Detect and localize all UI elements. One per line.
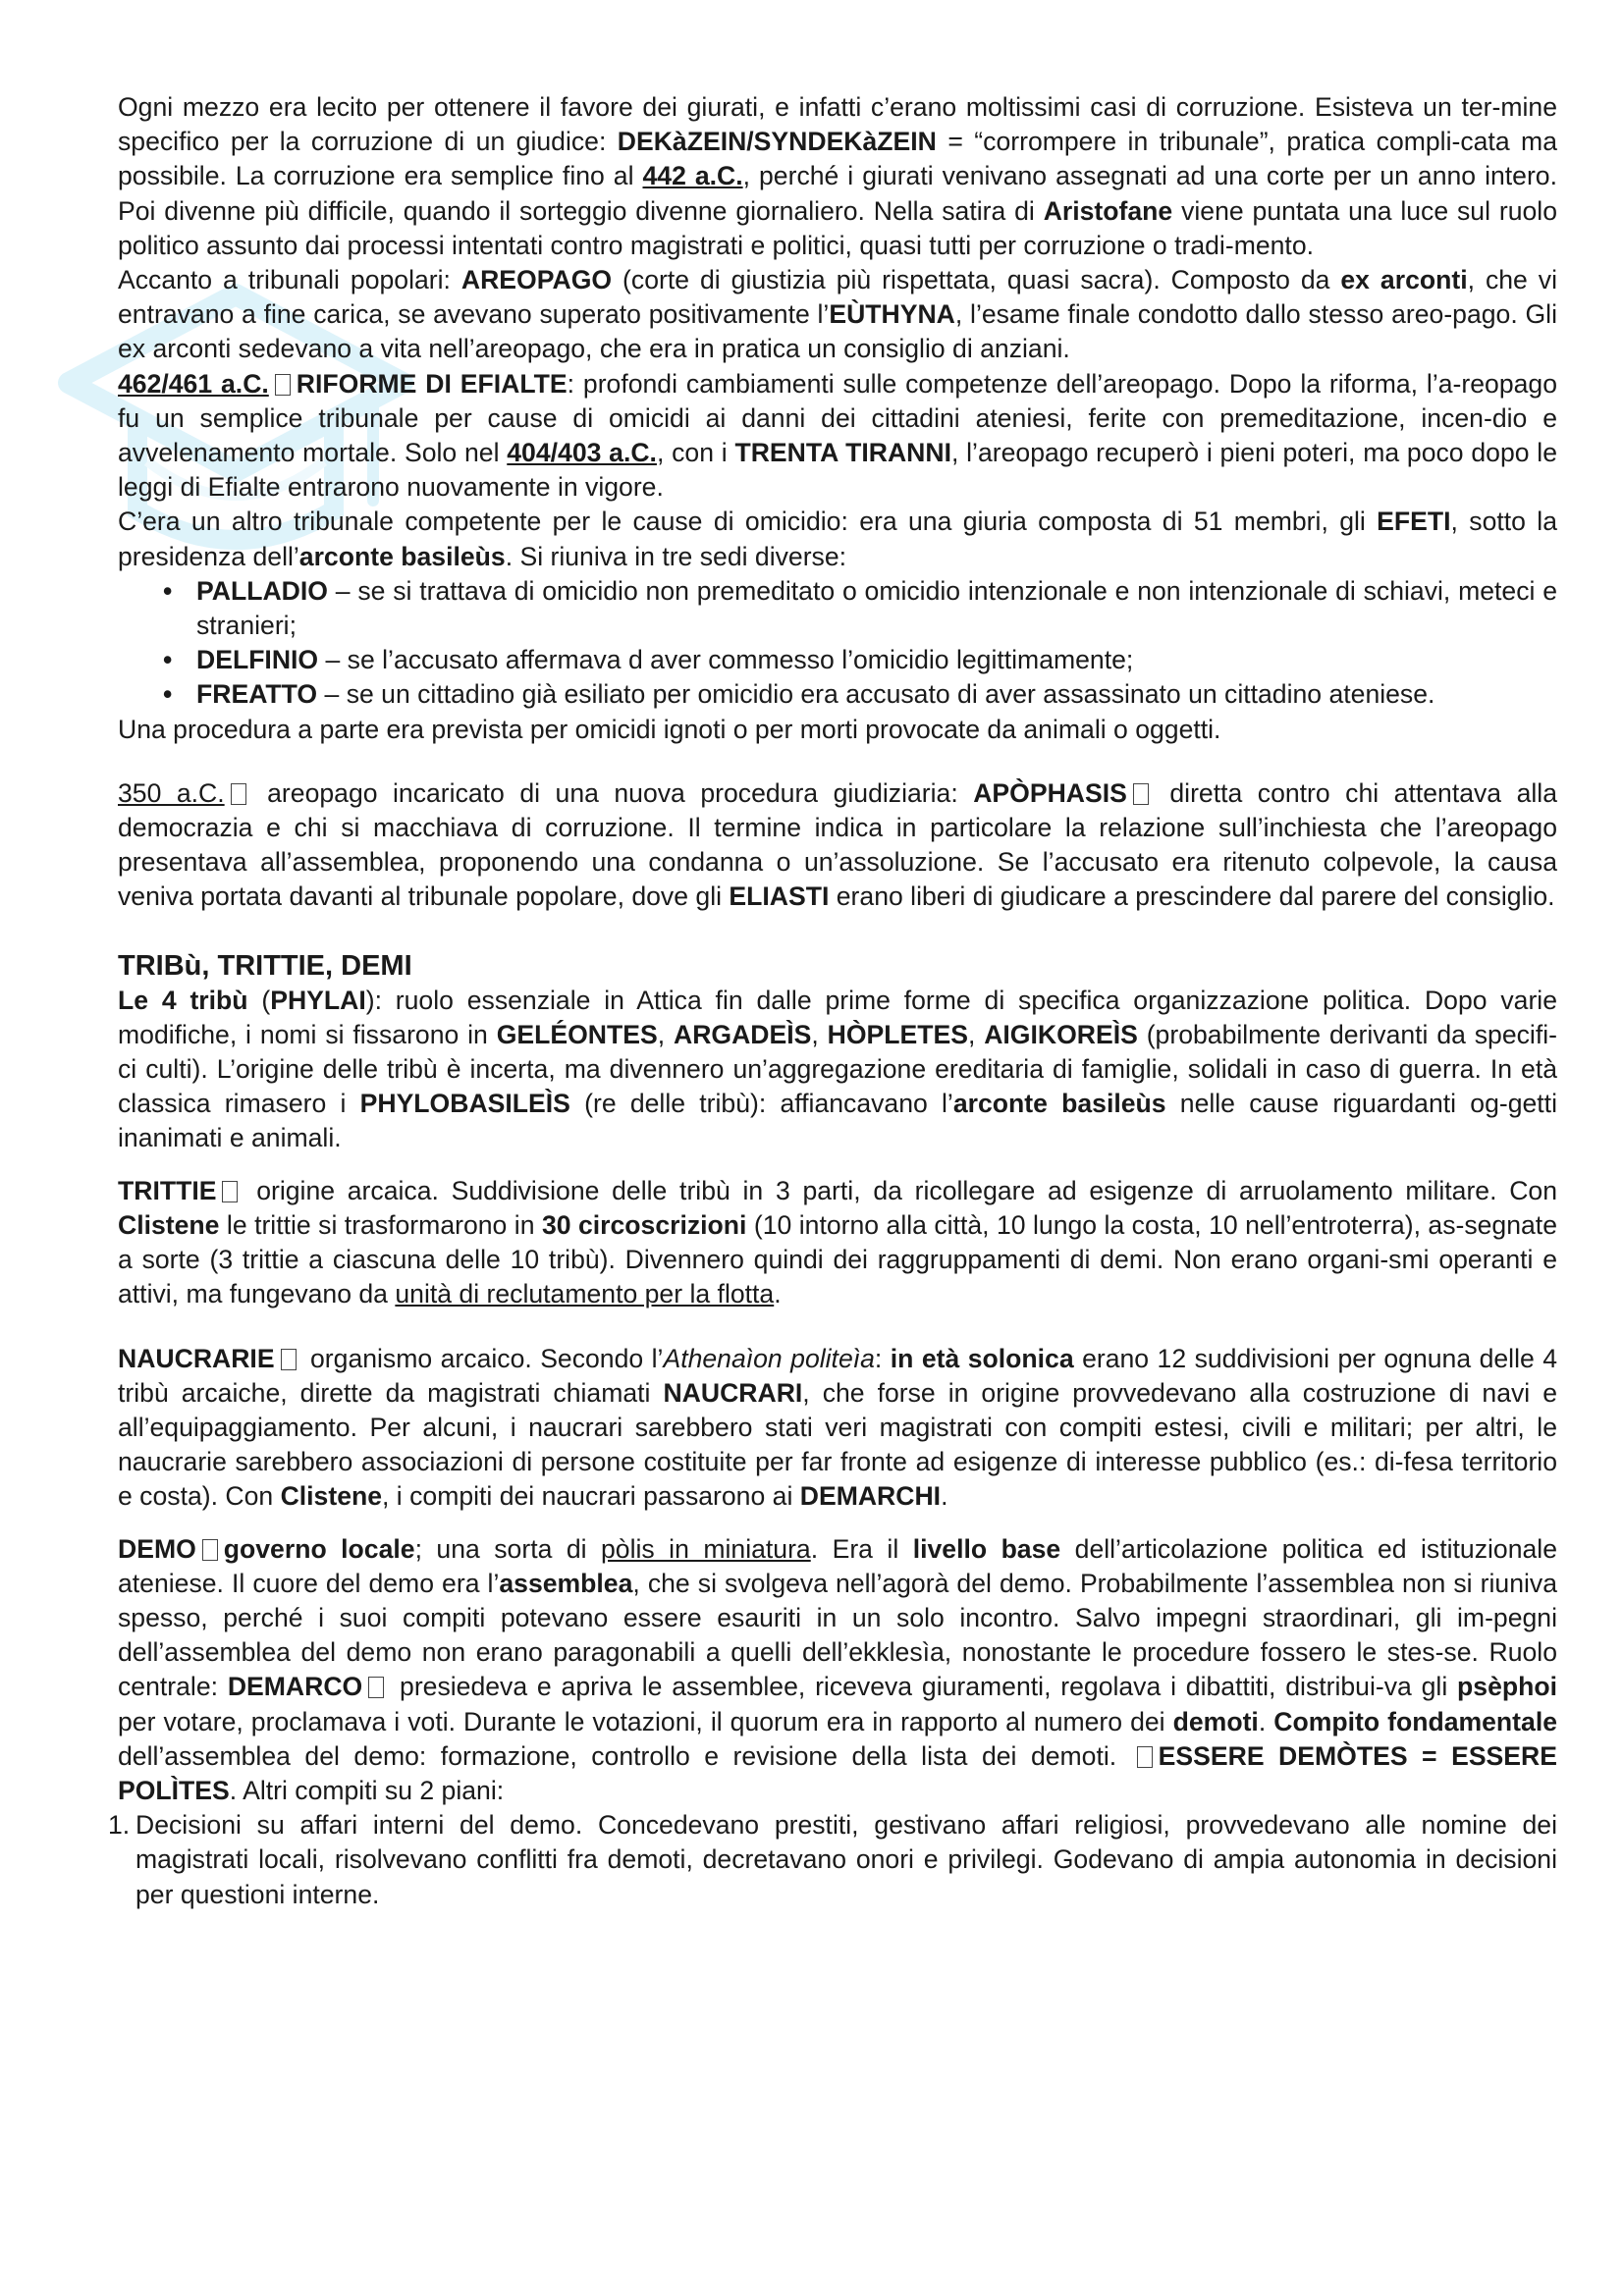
text: , che si svolgeva nell’agorà del demo. Probabilmente l’assemblea non si riuniva spesso, perché i suoi compiti potevano essere esauriti in un solo incontro. Salvo impegni straordinari, gli im-pegni dell’assemblea del demo non erano paragonabili a quelli dell’ekklesìa, nonostante le procedure fossero le stes-se. Ruolo centrale: [118, 1568, 1557, 1702]
text: (re delle tribù): affiancavano l’ [569, 1089, 953, 1119]
arrow-icon [202, 1539, 218, 1561]
term-naucrari: NAUCRARI [663, 1377, 803, 1408]
text: , che vi entravano a fine carica, se avevano superato positivamente l’ [118, 265, 1558, 330]
term-clistene: Clistene [280, 1481, 383, 1512]
document-body [108, 90, 1558, 1912]
text: C’era un altro tribunale competente per le cause di omicidio: era una giuria composta di 51 membri, gli [118, 507, 1378, 537]
term-governo-locale: governo locale [223, 1533, 415, 1564]
list-text: Decisioni su affari interni del demo. Concedevano prestiti, gestivano affari religiosi, provvedevano alle nomine dei magistrati locali, risolvevano conflitti fra demoti, decretavano onori e privilegi. Godevano di ampia autonomia in decisioni per questioni interne. [135, 1810, 1557, 1909]
term-ex-arconti: ex arconti [1340, 265, 1468, 295]
text: presiedeva e apriva le assemblee, riceveva giuramenti, regolava i dibattiti, distribui-va gli [390, 1672, 1458, 1702]
italic-title: Athenaìon politeìa [663, 1343, 875, 1373]
term-30-circoscrizioni: 30 circoscrizioni [541, 1209, 747, 1240]
text: per votare, proclamava i voti. Durante le votazioni, il quorum era in rapporto al numero dei [118, 1706, 1173, 1736]
date-350: 350 a.C. [118, 777, 225, 808]
text: erano liberi di giudicare a prescindere dal parere del consiglio. [829, 881, 1555, 912]
text: origine arcaica. Suddivisione delle tribù in 3 parti, da ricollegare ad esigenze di arruolamento militare. Con [243, 1175, 1557, 1205]
bullet-list-sedi [118, 574, 1557, 713]
term-aigikoreis: AIGIKOREÌS [984, 1019, 1138, 1049]
text: erano 12 suddivisioni per ognuna delle 4 tribù arcaiche, dirette da magistrati chiamati [118, 1343, 1558, 1408]
term-eliasti: ELIASTI [729, 881, 830, 912]
arrow-icon [281, 1349, 297, 1370]
paragraph-efialte [118, 367, 1557, 506]
text: = “corrompere in tribunale”, pratica compli-cata ma possibile. La corruzione era semplice fino al [118, 127, 1557, 191]
text: dell’assemblea del demo: formazione, controllo e revisione della lista dei demoti. [118, 1740, 1131, 1771]
text: , [657, 1019, 674, 1049]
text: , perché i giurati venivano assegnati ad una corte per un anno intero. Poi divenne più difficile, quando il sorteggio divenne giornaliero. Nella satira di [118, 161, 1557, 226]
bullet-text: – se si trattava di omicidio non premeditato o omicidio intenzionale e non intenzionale di schiavi, meteci e stranieri; [196, 575, 1557, 641]
bullet-icon: • [163, 575, 173, 606]
paragraph-corruzione [118, 90, 1557, 263]
text: (probabilmente derivanti da specifi-ci culti). L’origine delle tribù è incerta, ma divennero un’aggregazione ereditaria di famiglie, solidali in caso di guerra. In età classica rimasero i [118, 1019, 1557, 1119]
term-naucrarie: NAUCRARIE [118, 1343, 275, 1373]
text: le trittie si trasformarono in [219, 1209, 542, 1240]
term-demo: DEMO [118, 1533, 196, 1564]
text: (10 intorno alla città, 10 lungo la costa, 10 nell’entroterra), as-segnate a sorte (3 trittie a ciascuna delle 10 tribù). Divennero quindi dei raggruppamenti di demi. Non erano organi-smi operanti e attivi, ma fungevano da [118, 1209, 1557, 1309]
bullet-term: FREATTO [196, 679, 318, 710]
text: , [967, 1019, 985, 1049]
text: , i compiti dei naucrari passarono ai [382, 1481, 800, 1512]
text: , l’areopago recuperò i pieni poteri, ma poco dopo le leggi di Efialte entrarono nuovamente in vigore. [118, 438, 1558, 503]
term-aristofane: Aristofane [1043, 195, 1173, 226]
text: Ogni mezzo era lecito per ottenere il favore dei giurati, e infatti c’erano moltissimi casi di corruzione. Esisteva un ter-mine specifico per la corruzione di un giudice: [118, 92, 1557, 157]
term-clistene: Clistene [118, 1209, 220, 1240]
paragraph-areopago [118, 263, 1557, 367]
term-dekazein: DEKàZEIN/SYNDEKàZEIN [617, 127, 937, 157]
text: : [874, 1343, 891, 1373]
term-assemblea: assemblea [499, 1568, 633, 1598]
bullet-text: – se un cittadino già esiliato per omicidio era accusato di aver assassinato un cittadino ateniese. [317, 679, 1435, 710]
underlined-text: pòlis in miniatura [601, 1533, 811, 1564]
term-argadeis: ARGADEÌS [673, 1019, 812, 1049]
arrow-icon [231, 783, 246, 805]
bullet-term: PALLADIO [196, 575, 328, 606]
paragraph-tribu [118, 984, 1557, 1156]
term-apophasis: APÒPHASIS [973, 777, 1127, 808]
text: , che forse in origine provvedevano alla costruzione di navi e all’equipaggiamento. Per alcuni, i naucrari sarebbero stati veri magistrati con compiti estesi, civili e militari; per altri, le naucrarie sarebbero associazioni di persone costituite per far fronte ad esigenze di interesse pubblico (es.: di-fesa territorio e costa). Con [118, 1377, 1557, 1512]
term-phylai: PHYLAI [270, 985, 366, 1015]
text: . Altri compiti su 2 piani: [229, 1775, 505, 1805]
bullet-icon: • [163, 679, 173, 710]
bullet-text: – se l’accusato affermava d aver commesso l’omicidio legittimamente; [318, 645, 1134, 675]
bullet-term: DELFINIO [196, 645, 319, 675]
term-4-tribu: Le 4 tribù [118, 985, 248, 1015]
arrow-icon [368, 1677, 384, 1698]
term-compito-fondamentale: Compito fondamentale [1273, 1706, 1558, 1736]
date-462: 462/461 a.C. [118, 368, 269, 399]
text: , con i [656, 438, 735, 468]
term-demarco: DEMARCO [227, 1672, 363, 1702]
term-euthyna: EÙTHYNA [829, 299, 955, 330]
term-psephoi: psèphoi [1457, 1672, 1557, 1702]
text: . Era il [810, 1533, 913, 1564]
term-phylobasileis: PHYLOBASILEÌS [359, 1089, 570, 1119]
text: , l’esame finale condotto dallo stesso areo-pago. Gli ex arconti sedevano a vita nell’areopago, che era in pratica un consiglio di anziani. [118, 299, 1557, 364]
text: areopago incaricato di una nuova procedura giudiziaria: [251, 777, 974, 808]
term-demoti: demoti [1172, 1706, 1259, 1736]
text: ; una sorta di [414, 1533, 602, 1564]
date-442: 442 a.C. [642, 161, 743, 191]
list-item [118, 643, 1557, 677]
section-heading: TRIBù, TRITTIE, DEMI [118, 949, 412, 982]
text: dell’articolazione politica ed istituzionale ateniese. Il cuore del demo era l’ [118, 1533, 1557, 1598]
text: Accanto a tribunali popolari: [118, 265, 461, 295]
list-item [118, 574, 1557, 643]
paragraph-trittie [118, 1174, 1557, 1312]
text: , [811, 1019, 828, 1049]
list-item [118, 677, 1557, 712]
text: : profondi cambiamenti sulle competenze dell’areopago. Dopo la riforma, l’a-reopago fu un semplice tribunale per cause di omicidi ai danni dei cittadini ateniesi, ferite con premeditazione, incen-dio e avvelenamento mortale. Solo nel [118, 368, 1557, 468]
term-hopletes: HÒPLETES [827, 1019, 968, 1049]
text: . Si riuniva in tre sedi diverse: [505, 541, 847, 571]
text: ( [247, 985, 271, 1015]
date-404: 404/403 a.C. [507, 438, 657, 468]
arrow-icon [1137, 1746, 1153, 1768]
paragraph-omicidi-ignoti: Una procedura a parte era prevista per omicidi ignoti o per morti provocate da animali o oggetti. [118, 714, 1221, 744]
paragraph-efeti [118, 505, 1557, 573]
term-efeti: EFETI [1377, 507, 1451, 537]
term-areopago: AREOPAGO [460, 265, 613, 295]
text: organismo arcaico. Secondo l’ [301, 1343, 664, 1373]
numbered-list [108, 1808, 1557, 1912]
term-livello-base: livello base [912, 1533, 1061, 1564]
text: . [1258, 1706, 1274, 1736]
paragraph-naucrarie [118, 1342, 1557, 1515]
text: diretta contro chi attentava alla democrazia e chi si macchiava di corruzione. Il termine indica in particolare la relazione sull’inchiesta che l’areopago presentava all’assemblea, proponendo una condanna o un’assoluzione. Se l’accusato era ritenuto colpevole, la causa veniva portata davanti al tribunale popolare, dove gli [118, 777, 1557, 912]
list-number: 1. [108, 1810, 131, 1841]
paragraph-apophasis [118, 776, 1557, 915]
term-arconte-basileus: arconte basileùs [298, 541, 506, 571]
term-eta-solonica: in età solonica [890, 1343, 1074, 1373]
term-arconte-basileus: arconte basileùs [952, 1089, 1166, 1119]
term-geleontes: GELÉONTES [496, 1019, 658, 1049]
term-riforme-efialte: RIFORME DI EFIALTE [296, 368, 568, 399]
list-item [108, 1808, 1557, 1912]
arrow-icon [1133, 783, 1149, 805]
text: (corte di giustizia più rispettata, quasi sacra). Composto da [612, 265, 1341, 295]
underlined-text: unità di reclutamento per la flotta [395, 1279, 775, 1309]
term-trenta-tiranni: TRENTA TIRANNI [734, 438, 951, 468]
text: viene puntata una luce sul ruolo politico assunto dai processi intentati contro magistrati e politici, quasi tutti per corruzione o tradi-mento. [118, 195, 1558, 260]
term-demarchi: DEMARCHI [799, 1481, 942, 1512]
term-trittie: TRITTIE [118, 1175, 217, 1205]
text: nelle cause riguardanti og-getti inanimati e animali. [118, 1089, 1557, 1153]
text: . [774, 1279, 782, 1309]
arrow-icon [222, 1181, 238, 1202]
text: . [941, 1481, 948, 1512]
term-essere-demotes: ESSERE DEMÒTES = ESSERE POLÌTES [118, 1740, 1557, 1805]
paragraph-demo [118, 1532, 1557, 1809]
text: , sotto la presidenza dell’ [118, 507, 1557, 571]
arrow-icon [275, 374, 291, 396]
bullet-icon: • [163, 645, 173, 675]
text: ): ruolo essenziale in Attica fin dalle prime forme di specifica organizzazione politica. Dopo varie modifiche, i nomi si fissarono in [118, 985, 1558, 1049]
